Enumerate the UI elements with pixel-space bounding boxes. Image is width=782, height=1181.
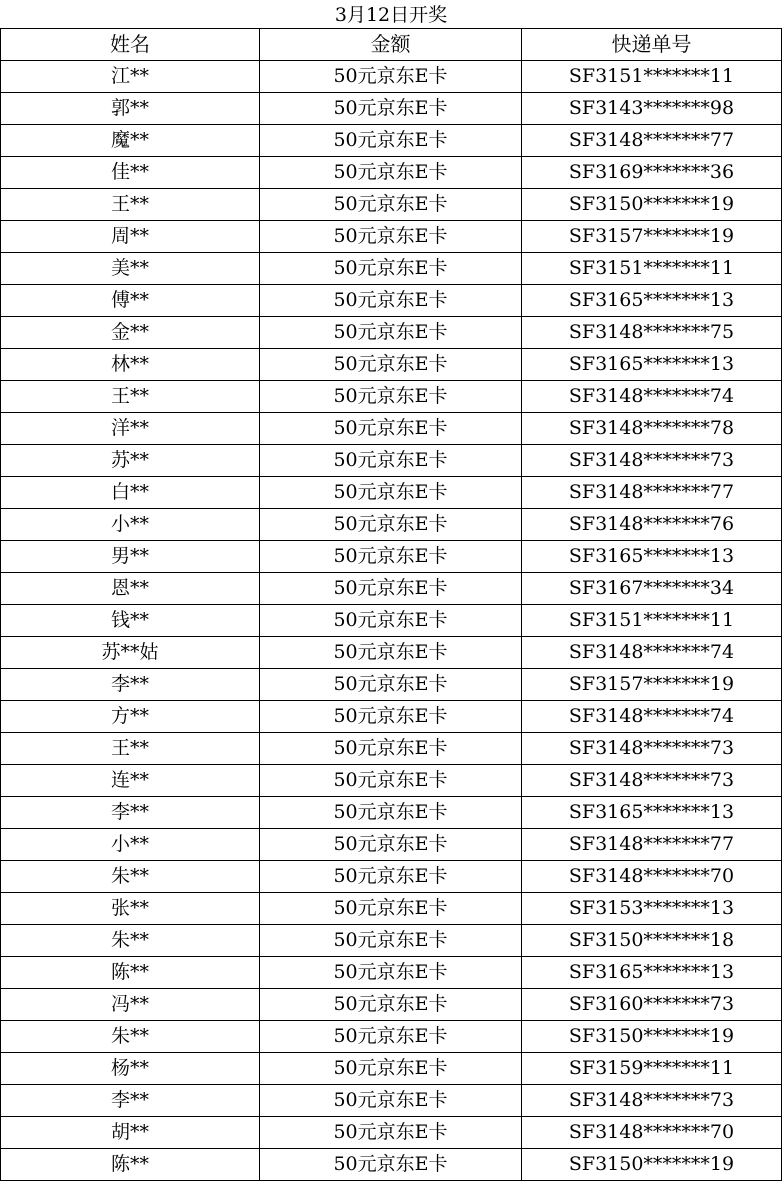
table-row [1,1117,782,1149]
tracking-number-cell: SF3169*******36 [522,157,782,189]
table-row [1,349,782,381]
winner-name-cell: 傅** [1,285,260,317]
winner-name-cell: 钱** [1,605,260,637]
tracking-number-cell: SF3165*******13 [522,349,782,381]
winner-name-cell: 冯** [1,989,260,1021]
tracking-number-cell: SF3148*******78 [522,413,782,445]
table-row [1,925,782,957]
prize-amount-cell: 50元京东E卡 [260,1149,522,1181]
winner-name-cell: 陈** [1,957,260,989]
winners-table-body [1,29,782,1181]
tracking-number-cell: SF3148*******74 [522,381,782,413]
tracking-number-cell: SF3150*******19 [522,1149,782,1181]
prize-amount-cell: 50元京东E卡 [260,605,522,637]
prize-amount-cell: 50元京东E卡 [260,445,522,477]
tracking-number-cell: SF3157*******19 [522,669,782,701]
prize-amount-cell: 50元京东E卡 [260,413,522,445]
winner-name-cell: 小** [1,509,260,541]
tracking-number-cell: SF3148*******70 [522,861,782,893]
table-row [1,509,782,541]
tracking-number-cell: SF3167*******34 [522,573,782,605]
winner-name-cell: 金** [1,317,260,349]
winner-name-cell: 李** [1,797,260,829]
winner-name-cell: 张** [1,893,260,925]
prize-amount-cell: 50元京东E卡 [260,253,522,285]
table-row [1,669,782,701]
tracking-number-cell: SF3150*******18 [522,925,782,957]
table-row [1,573,782,605]
winner-name-cell: 胡** [1,1117,260,1149]
tracking-number-cell: SF3148*******73 [522,733,782,765]
prize-amount-cell: 50元京东E卡 [260,1117,522,1149]
prize-amount-cell: 50元京东E卡 [260,1021,522,1053]
tracking-number-cell: SF3148*******76 [522,509,782,541]
prize-amount-cell: 50元京东E卡 [260,829,522,861]
prize-amount-cell: 50元京东E卡 [260,861,522,893]
column-header-tracking-number: 快递单号 [522,29,782,61]
tracking-number-cell: SF3148*******74 [522,701,782,733]
prize-amount-cell: 50元京东E卡 [260,93,522,125]
tracking-number-cell: SF3153*******13 [522,893,782,925]
table-row [1,1053,782,1085]
prize-amount-cell: 50元京东E卡 [260,381,522,413]
winner-name-cell: 美** [1,253,260,285]
tracking-number-cell: SF3148*******70 [522,1117,782,1149]
prize-amount-cell: 50元京东E卡 [260,637,522,669]
tracking-number-cell: SF3148*******73 [522,1085,782,1117]
tracking-number-cell: SF3151*******11 [522,605,782,637]
prize-amount-cell: 50元京东E卡 [260,733,522,765]
winner-name-cell: 林** [1,349,260,381]
table-row [1,861,782,893]
prize-amount-cell: 50元京东E卡 [260,349,522,381]
column-header-name: 姓名 [1,29,260,61]
tracking-number-cell: SF3148*******77 [522,125,782,157]
table-row [1,125,782,157]
tracking-number-cell: SF3148*******74 [522,637,782,669]
winner-name-cell: 杨** [1,1053,260,1085]
prize-amount-cell: 50元京东E卡 [260,189,522,221]
tracking-number-cell: SF3148*******73 [522,765,782,797]
winner-name-cell: 恩** [1,573,260,605]
winners-table [0,28,782,1181]
tracking-number-cell: SF3165*******13 [522,957,782,989]
table-row [1,957,782,989]
tracking-number-cell: SF3148*******77 [522,477,782,509]
table-row [1,477,782,509]
table-header-row [1,29,782,61]
prize-amount-cell: 50元京东E卡 [260,157,522,189]
winner-name-cell: 王** [1,381,260,413]
table-row [1,61,782,93]
prize-amount-cell: 50元京东E卡 [260,573,522,605]
prize-amount-cell: 50元京东E卡 [260,125,522,157]
tracking-number-cell: SF3165*******13 [522,285,782,317]
table-row [1,413,782,445]
prize-amount-cell: 50元京东E卡 [260,221,522,253]
winner-name-cell: 朱** [1,1021,260,1053]
prize-amount-cell: 50元京东E卡 [260,317,522,349]
prize-amount-cell: 50元京东E卡 [260,797,522,829]
table-row [1,157,782,189]
prize-amount-cell: 50元京东E卡 [260,1085,522,1117]
tracking-number-cell: SF3150*******19 [522,1021,782,1053]
prize-amount-cell: 50元京东E卡 [260,989,522,1021]
prize-amount-cell: 50元京东E卡 [260,61,522,93]
tracking-number-cell: SF3143*******98 [522,93,782,125]
winner-name-cell: 洋** [1,413,260,445]
winner-name-cell: 苏**姑 [1,637,260,669]
table-row [1,733,782,765]
table-row [1,1085,782,1117]
winner-name-cell: 陈** [1,1149,260,1181]
table-row [1,253,782,285]
prize-amount-cell: 50元京东E卡 [260,509,522,541]
winner-name-cell: 王** [1,189,260,221]
tracking-number-cell: SF3151*******11 [522,253,782,285]
winner-name-cell: 李** [1,1085,260,1117]
prize-amount-cell: 50元京东E卡 [260,669,522,701]
winner-name-cell: 李** [1,669,260,701]
winner-name-cell: 小** [1,829,260,861]
tracking-number-cell: SF3150*******19 [522,189,782,221]
winner-name-cell: 王** [1,733,260,765]
table-row [1,765,782,797]
table-row [1,637,782,669]
tracking-number-cell: SF3165*******13 [522,797,782,829]
prize-amount-cell: 50元京东E卡 [260,285,522,317]
table-row [1,829,782,861]
column-header-amount: 金额 [260,29,522,61]
table-row [1,93,782,125]
table-row [1,701,782,733]
tracking-number-cell: SF3157*******19 [522,221,782,253]
winner-name-cell: 朱** [1,925,260,957]
table-row [1,605,782,637]
table-row [1,1149,782,1181]
winner-name-cell: 方** [1,701,260,733]
winner-name-cell: 郭** [1,93,260,125]
winner-name-cell: 魔** [1,125,260,157]
prize-amount-cell: 50元京东E卡 [260,1053,522,1085]
table-row [1,893,782,925]
table-row [1,317,782,349]
winner-name-cell: 苏** [1,445,260,477]
tracking-number-cell: SF3160*******73 [522,989,782,1021]
table-row [1,541,782,573]
tracking-number-cell: SF3148*******73 [522,445,782,477]
winner-name-cell: 白** [1,477,260,509]
prize-amount-cell: 50元京东E卡 [260,541,522,573]
table-row [1,285,782,317]
tracking-number-cell: SF3148*******75 [522,317,782,349]
table-row [1,797,782,829]
table-row [1,381,782,413]
winner-name-cell: 佳** [1,157,260,189]
table-row [1,189,782,221]
page-title: 3月12日开奖 [334,4,448,26]
winner-name-cell: 男** [1,541,260,573]
winner-name-cell: 连** [1,765,260,797]
table-row [1,221,782,253]
prize-amount-cell: 50元京东E卡 [260,701,522,733]
prize-amount-cell: 50元京东E卡 [260,893,522,925]
tracking-number-cell: SF3148*******77 [522,829,782,861]
table-row [1,1021,782,1053]
prize-amount-cell: 50元京东E卡 [260,765,522,797]
tracking-number-cell: SF3165*******13 [522,541,782,573]
winner-name-cell: 周** [1,221,260,253]
prize-amount-cell: 50元京东E卡 [260,477,522,509]
tracking-number-cell: SF3151*******11 [522,61,782,93]
prize-amount-cell: 50元京东E卡 [260,925,522,957]
winner-name-cell: 朱** [1,861,260,893]
table-row [1,989,782,1021]
prize-amount-cell: 50元京东E卡 [260,957,522,989]
table-row [1,445,782,477]
winner-name-cell: 江** [1,61,260,93]
tracking-number-cell: SF3159*******11 [522,1053,782,1085]
